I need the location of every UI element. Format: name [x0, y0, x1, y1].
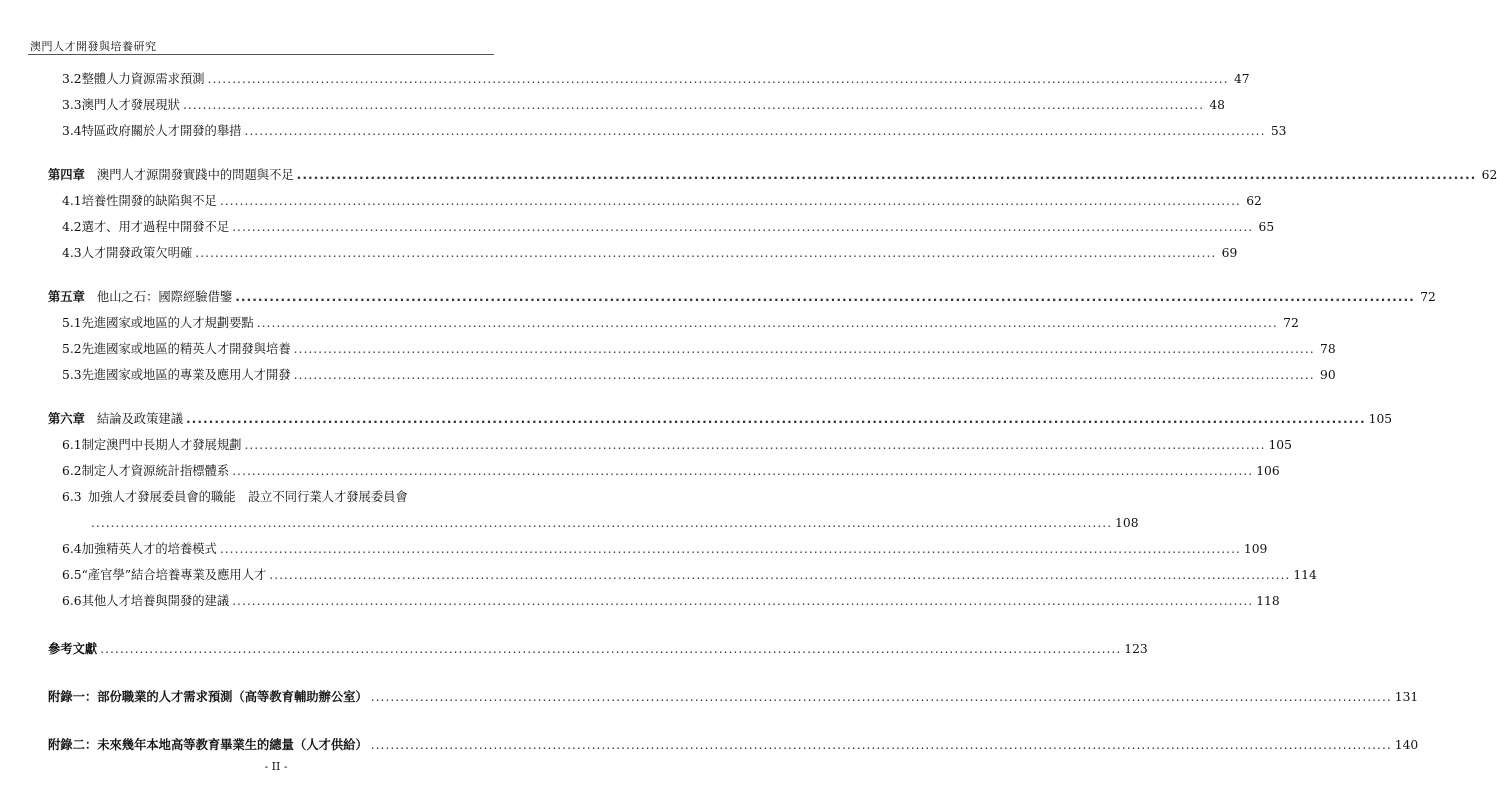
toc-chapter[interactable] [48, 406, 1393, 432]
toc-entry-page: 53 [1270, 124, 1287, 138]
toc-entry-number: 5.3 [62, 368, 82, 382]
dot-leader [371, 684, 1392, 710]
toc-entry[interactable] [48, 536, 1268, 562]
toc-entry-page: 72 [1283, 316, 1299, 330]
dot-leader [186, 406, 1366, 432]
appendix-1-title: 附錄一：部份職業的人才需求預測（高等教育輔助辦公室） [48, 690, 368, 704]
toc-entry[interactable] [48, 336, 1336, 362]
toc-entry-page: 69 [1221, 246, 1238, 260]
toc-entry-title: 加強精英人才的培養模式 [81, 542, 217, 556]
chapter-number: 第四章 [48, 168, 85, 182]
toc-entry[interactable] [48, 240, 1238, 266]
toc-entry-number: 6.6 [62, 594, 82, 608]
appendix-1-page: 131 [1394, 690, 1419, 704]
dot-leader [220, 188, 1241, 214]
toc-entry-title: 選才、用才過程中開發不足 [81, 220, 230, 234]
dot-leader [235, 284, 1415, 310]
dot-leader [208, 66, 1229, 92]
toc-entry-title: 制定澳門中長期人才發展規劃 [81, 438, 242, 452]
toc-entry-page: 65 [1258, 220, 1275, 234]
toc-entry-number: 4.3 [62, 246, 82, 260]
toc-entry-number: 3.2 [62, 72, 82, 86]
dot-leader [244, 432, 1265, 458]
references-page: 123 [1124, 642, 1148, 656]
toc-entry[interactable] [48, 362, 1336, 388]
toc-entry-title: 先進國家或地區的精英人才開發與培養 [81, 342, 291, 356]
toc-entry-number: 5.1 [62, 316, 82, 330]
toc-entry-title: 制定人才資源統計指標體系 [81, 464, 230, 478]
toc-entry-title: 澳門人才發展現狀 [81, 98, 180, 112]
toc-entry-title: 特區政府關於人才開發的舉措 [81, 124, 242, 138]
toc-entry-page: 109 [1243, 542, 1268, 556]
toc-entry-page: 78 [1320, 342, 1336, 356]
toc-entry-title: 人才開發政策欠明確 [81, 246, 193, 260]
dot-leader [91, 510, 1112, 536]
toc-entry-page: 47 [1233, 72, 1250, 86]
chapter-number: 第五章 [48, 290, 85, 304]
toc-entry[interactable] [48, 214, 1275, 240]
table-of-contents [48, 66, 1497, 758]
toc-entry-number: 4.1 [62, 194, 82, 208]
toc-entry-title: 加強人才發展委員會的職能 設立不同行業人才發展委員會 [88, 490, 408, 504]
toc-chapter[interactable] [48, 162, 1497, 188]
dot-leader [232, 214, 1253, 240]
toc-entry-number: 6.5 [62, 568, 82, 582]
toc-entry-number: 6.3 [62, 490, 82, 504]
toc-entry-number: 3.4 [62, 124, 82, 138]
page-number: - II - [264, 760, 288, 773]
toc-entry[interactable] [48, 588, 1280, 614]
toc-entry-page: 108 [1115, 516, 1139, 530]
toc-entry-page: 90 [1320, 368, 1336, 382]
toc-appendix-1[interactable] [48, 684, 1419, 710]
toc-entry[interactable] [48, 188, 1262, 214]
toc-entry-page: 114 [1293, 568, 1317, 582]
chapter-page: 72 [1420, 290, 1436, 304]
dot-leader [297, 162, 1477, 188]
toc-entry-title: 先進國家或地區的人才規劃要點 [81, 316, 254, 330]
chapter-title: 結論及政策建議 [96, 412, 183, 426]
toc-entry-number: 4.2 [62, 220, 82, 234]
toc-references[interactable] [48, 636, 1148, 662]
chapter-page: 62 [1481, 168, 1497, 182]
dot-leader [294, 336, 1315, 362]
toc-entry-title: “產官學”結合培養專業及應用人才 [81, 568, 267, 582]
toc-entry-page: 105 [1268, 438, 1292, 452]
references-title: 參考文獻 [48, 642, 98, 656]
toc-entry[interactable] [48, 66, 1250, 92]
toc-entry[interactable] [48, 458, 1280, 484]
dot-leader [257, 310, 1278, 336]
toc-entry-number: 5.2 [62, 342, 82, 356]
dot-leader [220, 536, 1241, 562]
toc-entry-number: 3.3 [62, 98, 82, 112]
dot-leader [244, 118, 1265, 144]
toc-entry-number: 6.2 [62, 464, 82, 478]
dot-leader [195, 240, 1216, 266]
toc-entry[interactable] [48, 432, 1292, 458]
toc-chapter[interactable] [48, 284, 1436, 310]
chapter-title: 他山之石：國際經驗借鑒 [96, 290, 233, 304]
toc-entry-page: 62 [1246, 194, 1262, 208]
toc-entry-continuation[interactable] [48, 510, 1139, 536]
toc-entry-wrapped[interactable] [48, 484, 483, 510]
dot-leader [100, 636, 1121, 662]
toc-entry[interactable] [48, 92, 1225, 118]
toc-entry[interactable] [48, 118, 1287, 144]
toc-entry-title: 整體人力資源需求預測 [81, 72, 205, 86]
running-header: 澳門人才開發與培養研究 [30, 40, 157, 53]
appendix-2-page: 140 [1394, 738, 1419, 752]
toc-entry-number: 6.1 [62, 438, 82, 452]
toc-appendix-2[interactable] [48, 732, 1419, 758]
dot-leader [183, 92, 1204, 118]
toc-entry[interactable] [48, 310, 1299, 336]
chapter-title: 澳門人才源開發實踐中的問題與不足 [96, 168, 294, 182]
dot-leader [232, 458, 1253, 484]
dot-leader [371, 732, 1392, 758]
toc-entry-title: 先進國家或地區的專業及應用人才開發 [81, 368, 291, 382]
toc-entry[interactable] [48, 562, 1317, 588]
dot-leader [294, 362, 1315, 388]
appendix-2-title: 附錄二：未來幾年本地高等教育畢業生的總量（人才供給） [48, 738, 368, 752]
dot-leader [269, 562, 1290, 588]
toc-entry-title: 其他人才培養與開發的建議 [81, 594, 230, 608]
toc-entry-title: 培養性開發的缺陷與不足 [81, 194, 217, 208]
chapter-page: 105 [1368, 412, 1393, 426]
toc-entry-page: 118 [1256, 594, 1280, 608]
toc-entry-page: 106 [1256, 464, 1280, 478]
toc-entry-page: 48 [1209, 98, 1225, 112]
chapter-number: 第六章 [48, 412, 85, 426]
toc-entry-number: 6.4 [62, 542, 82, 556]
dot-leader [232, 588, 1253, 614]
header-rule [28, 54, 494, 55]
